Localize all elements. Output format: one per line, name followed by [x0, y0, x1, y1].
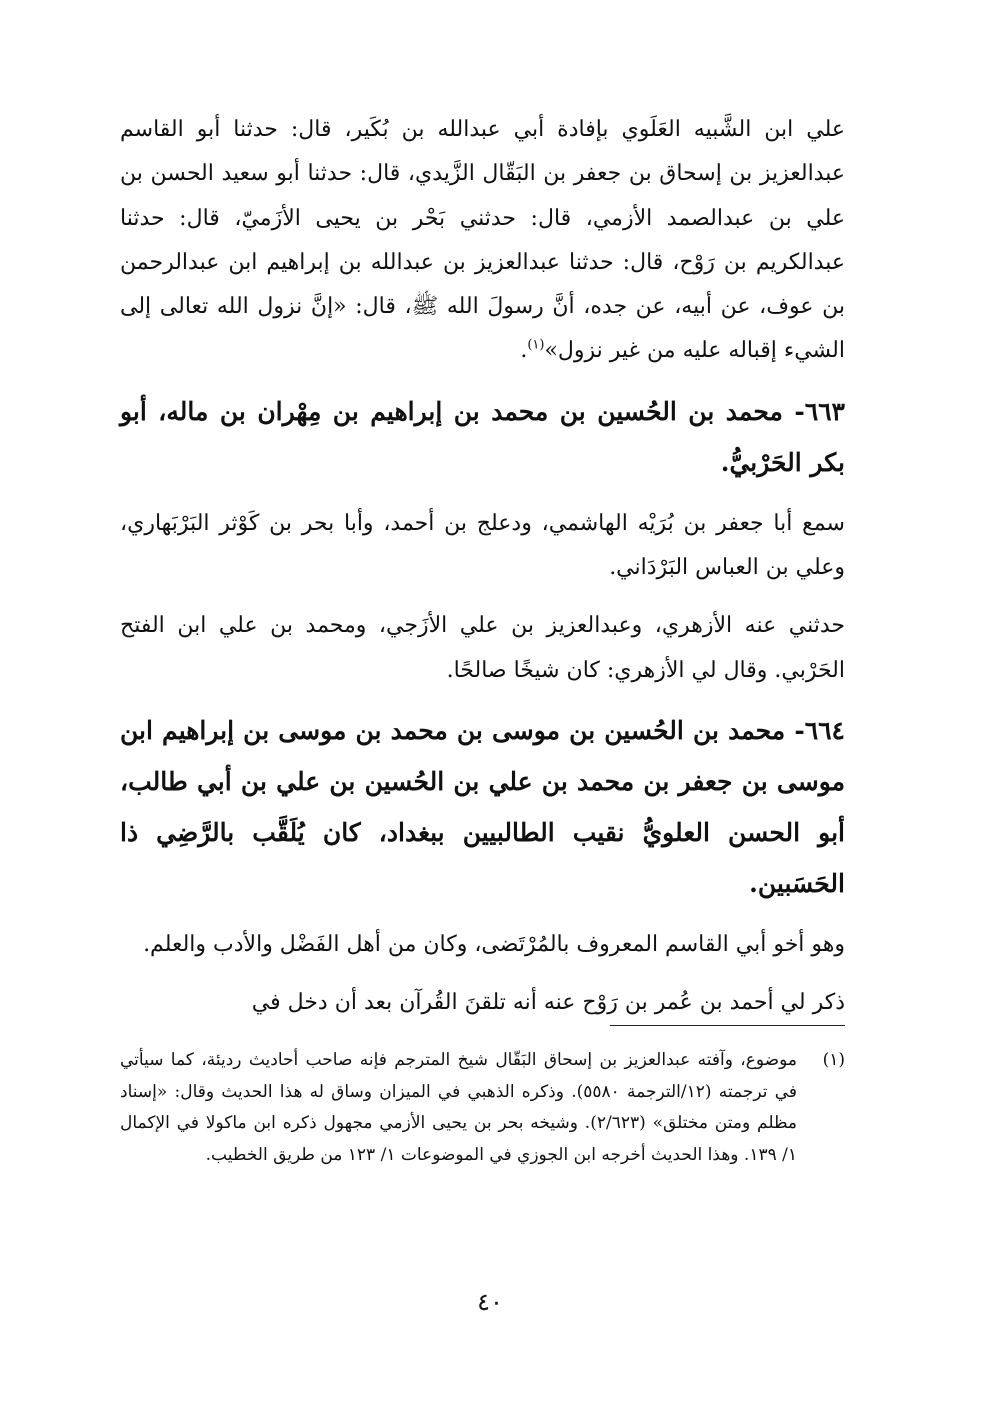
footnote-text: موضوع، وآفته عبدالعزيز بن إسحاق البَقّال شيخ المترجم فإنه صاحب أحاديث رديئة، كما سيأتي في ترجمته (١٢/الترجمة ٥٥٨٠). وذكره الذهبي في الميزان وساق له هذا الحديث وقال: «إسناد مظلم ومتن مختلق» (٢/٦٢٣). وشيخه بحر بن يحيى الأزمي مجهول ذكره ابن ماكولا في الإكمال ١/ ١٣٩. وهذا الحديث أخرجه ابن الجوزي في الموضوعات ١/ ١٢٣ من طريق الخطيب.: [120, 1050, 798, 1165]
paragraph-664-description: وهو أخو أبي القاسم المعروف بالمُرْتَضى، وكان من أهل الفَضْل والأدب والعلم.: [143, 931, 845, 957]
entry-heading-664: ٦٦٤- محمد بن الحُسين بن موسى بن محمد بن موسى بن إبراهيم ابن موسى بن جعفر بن محمد بن علي بن الحُسين بن علي بن أبي طالب، أبو الحسن العلويُّ نقيب الطالبيين ببغداد، كان يُلَقَّب بالرَّضِي ذا الحَسَبين.: [120, 715, 845, 898]
footnote-separator: [610, 1025, 845, 1026]
footnote-reference: (١): [527, 338, 545, 354]
paragraph-663-teachers: سمع أبا جعفر بن بُرَيْه الهاشمي، ودعلج بن أحمد، وأبا بحر بن كَوْثر البَرْبَهاري، وعلي بن العباس البَرْدَاني.: [120, 510, 845, 581]
entry-heading-663: ٦٦٣- محمد بن الحُسين بن محمد بن إبراهيم بن مِهْران بن ماله، أبو بكر الحَرْبيُّ.: [120, 396, 845, 477]
paragraph-664-report: ذكر لي أحمد بن عُمر بن رَوْح عنه أنه تلقنَ القُرآن بعد أن دخل في: [251, 990, 845, 1016]
footnote-number: (١): [822, 1050, 845, 1070]
paragraph-isnad-text: علي ابن الشَّبيه العَلَوي بإفادة أبي عبدالله بن بُكَير، قال: حدثنا أبو القاسم عبدالعزيز بن إسحاق بن جعفر بن البَقّال الزَّيدي، قال: حدثنا أبو سعيد الحسن بن علي بن عبدالصمد الأزمي، قال: حدثني بَحْر بن يحيى الأزَميّ، قال: حدثنا عبدالكريم بن رَوْح، قال: حدثنا عبدالعزيز بن عبدالله بن إبراهيم ابن عبدالرحمن بن عوف، عن أبيه، عن جده، أنَّ رسولَ الله ﷺ، قال: «إنَّ نزول الله تعالى إلى الشيء إقباله عليه من غير نزول»: [120, 117, 845, 364]
footnote: [120, 1045, 845, 1171]
paragraph-663-students: حدثني عنه الأزهري، وعبدالعزيز بن علي الأزَجي، ومحمد بن علي ابن الفتح الحَرْبي. وقال لي الأزهري: كان شيخًا صالحًا.: [120, 613, 845, 683]
paragraph-isnad: علي ابن الشَّبيه العَلَوي بإفادة أبي عبدالله بن بُكَير، قال: حدثنا أبو القاسم عبدالعزيز بن إسحاق بن جعفر بن البَقّال الزَّيدي، قال: حدثنا أبو سعيد الحسن بن علي بن عبدالصمد الأزمي، قال: حدثني بَحْر بن يحيى الأزَميّ، قال: حدثنا عبدالكريم بن رَوْح، قال: حدثنا عبدالعزيز بن عبدالله بن إبراهيم ابن عبدالرحمن بن عوف، عن أبيه، عن جده، أنَّ رسولَ الله ﷺ، قال: «إنَّ نزول الله تعالى إلى الشيء إقباله عليه من غير نزول»$^{(١)}$.: [120, 117, 845, 364]
page-number: ٤٠: [477, 1288, 503, 1316]
main-text: [120, 108, 845, 1026]
